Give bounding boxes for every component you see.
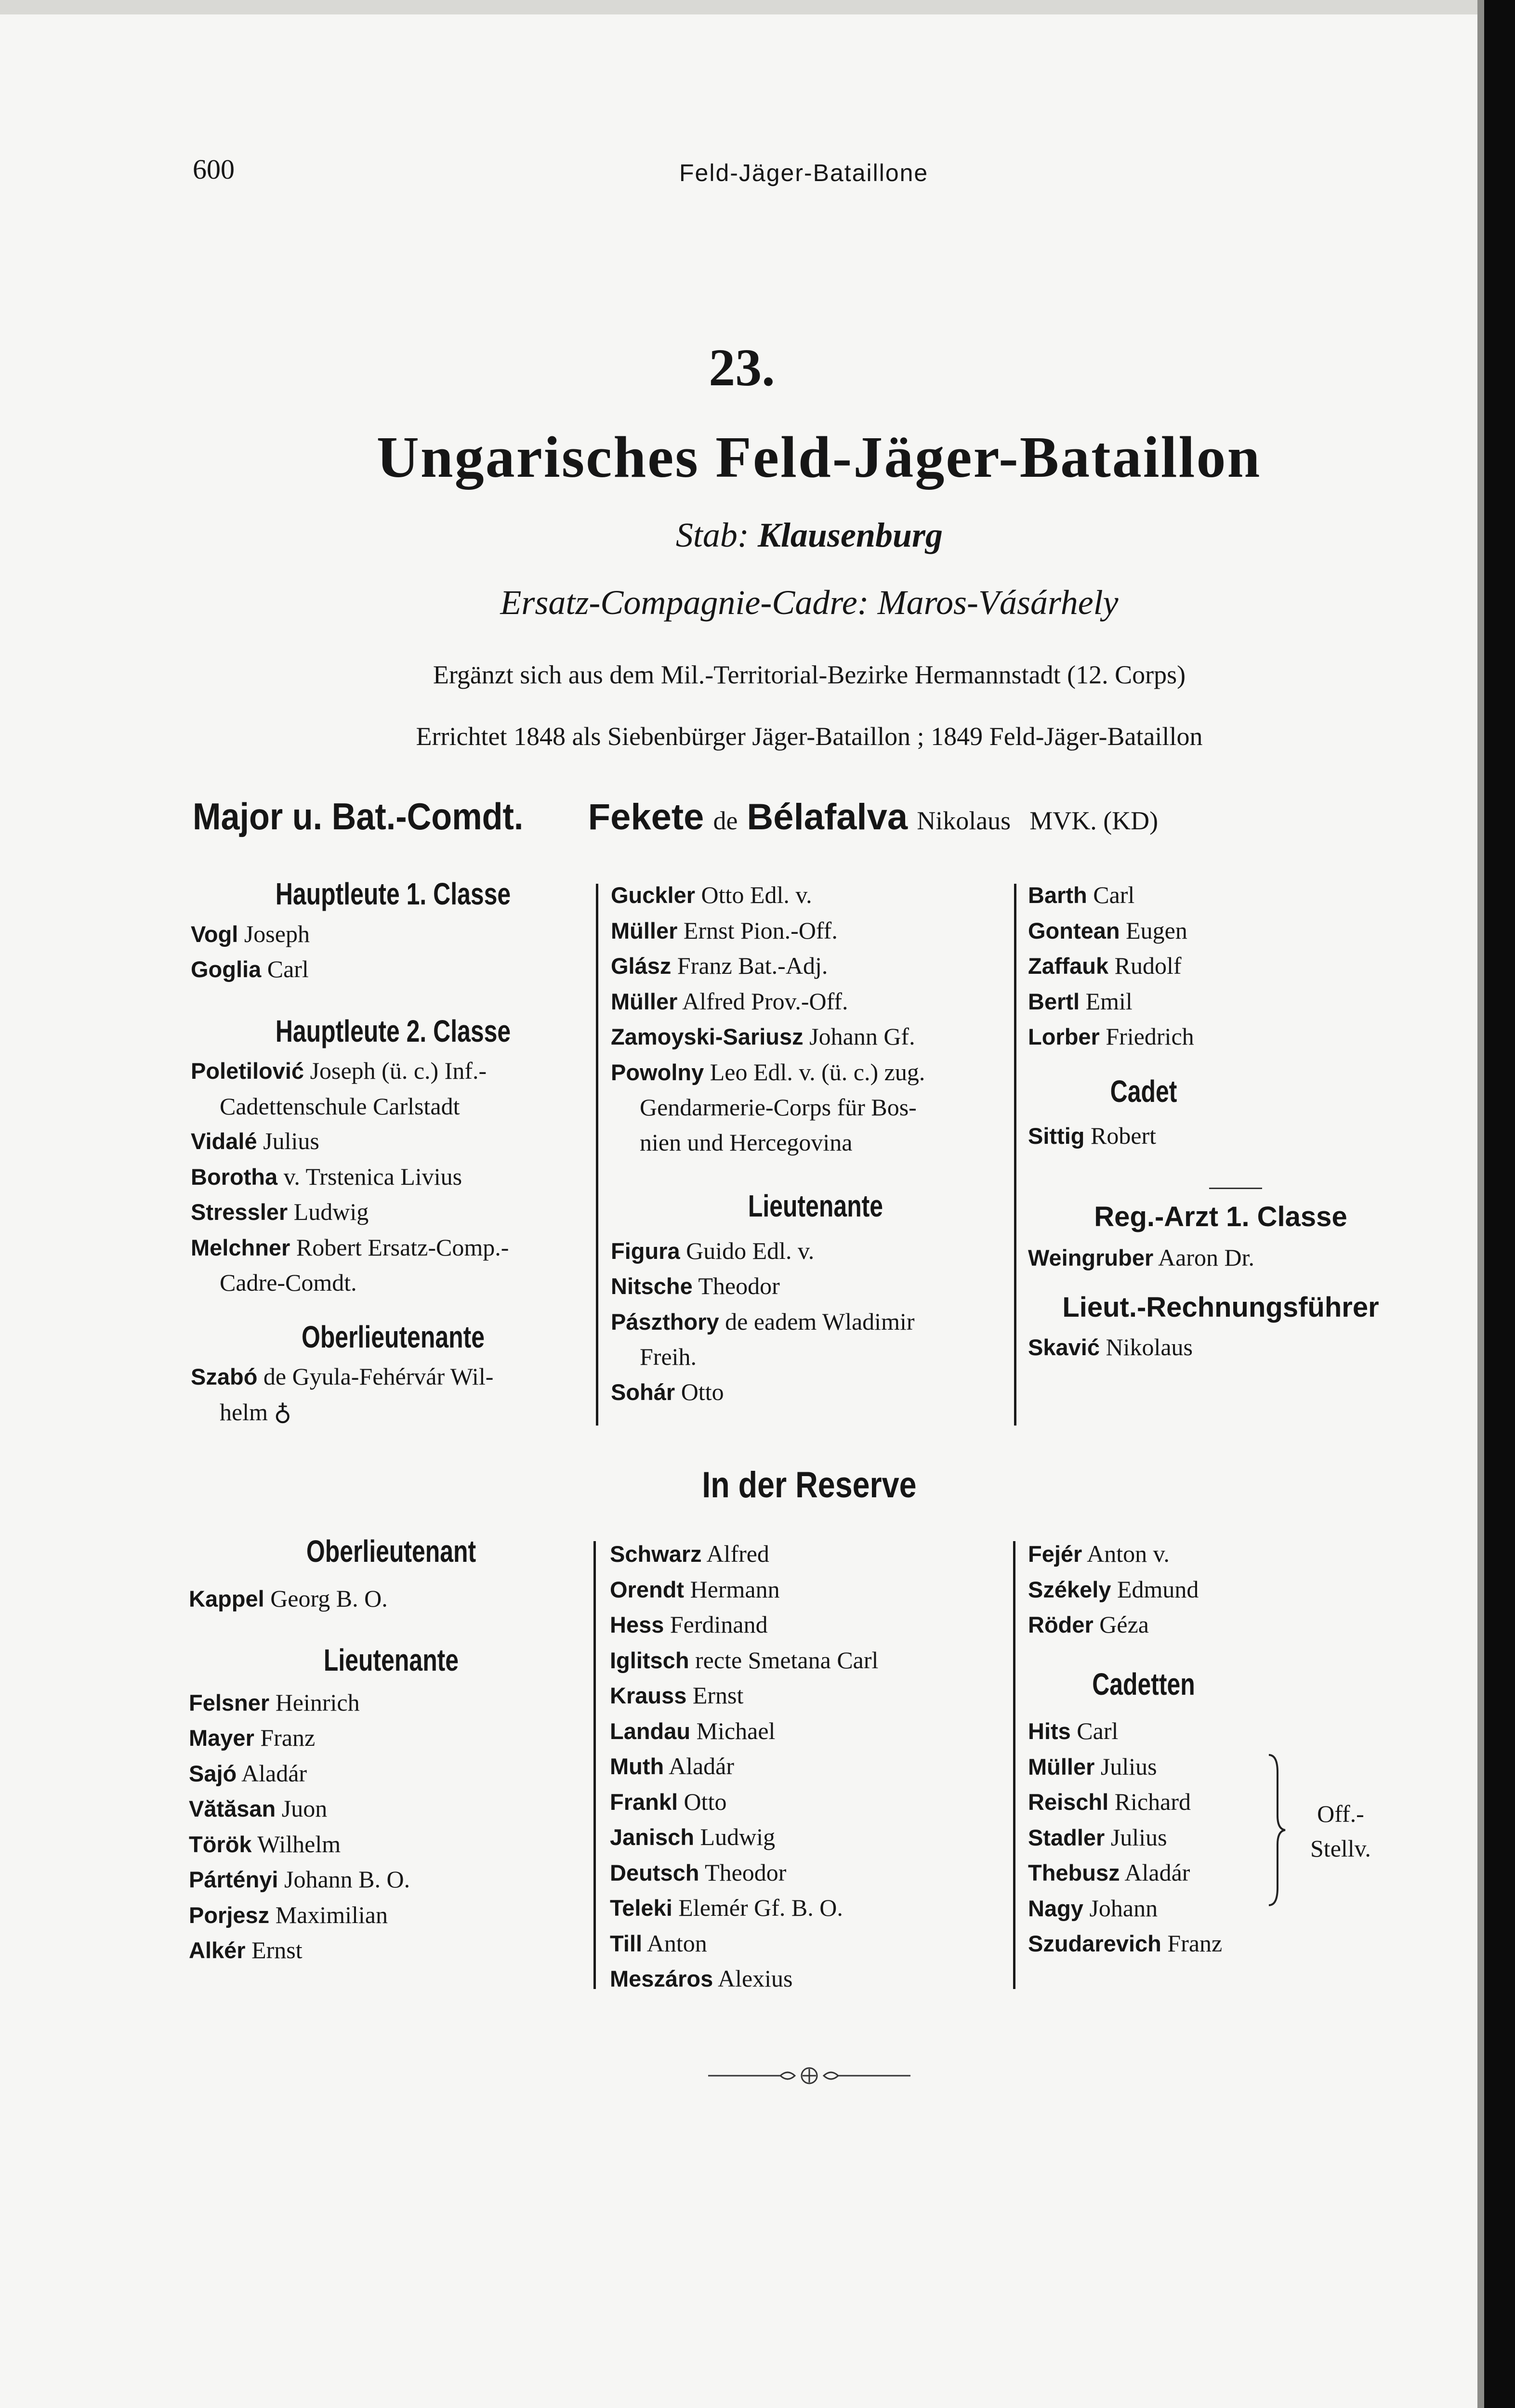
- name-entry: [1028, 1714, 1317, 1749]
- surname: Nagy: [1028, 1895, 1083, 1921]
- reserve-col-2: [610, 1536, 1019, 1997]
- surname: Teleki: [610, 1895, 672, 1921]
- name-entry: [1028, 877, 1413, 913]
- surname: Hits: [1028, 1718, 1071, 1744]
- name-rest: Aladár: [1124, 1859, 1190, 1886]
- name-rest: Nikolaus: [1106, 1334, 1193, 1361]
- name-entry: [610, 1855, 1019, 1891]
- surname: Meszáros: [610, 1966, 713, 1991]
- name-entry: [1028, 1572, 1317, 1608]
- surname: Sohár: [611, 1379, 675, 1405]
- name-entry: [611, 1125, 1020, 1160]
- heading-reserve-lieutenante: Lieutenante: [323, 1643, 459, 1677]
- surname: Nitsche: [611, 1273, 693, 1299]
- name-entry: [611, 984, 1020, 1020]
- name-entry: [611, 1374, 1020, 1410]
- surname: Muth: [610, 1754, 664, 1779]
- surname: Skavić: [1028, 1335, 1100, 1360]
- name-entry: [1028, 1330, 1413, 1365]
- name-entry: [610, 1784, 1019, 1820]
- running-title: Feld-Jäger-Bataillone: [679, 159, 929, 186]
- heading-reg-arzt: Reg.-Arzt 1. Classe: [1094, 1201, 1347, 1232]
- name-rest: Cadre-Comdt.: [220, 1269, 357, 1296]
- name-rest: Hermann: [690, 1575, 780, 1603]
- surname: Krauss: [610, 1683, 687, 1708]
- name-rest: Cadettenschule Carlstadt: [220, 1092, 460, 1120]
- page-top-edge: [0, 0, 1515, 14]
- name-entry: [191, 1124, 595, 1159]
- name-entry: [189, 1581, 593, 1617]
- name-entry: [191, 952, 595, 987]
- column-rule: [596, 884, 598, 1426]
- name-rest: Julius: [263, 1127, 319, 1154]
- ersatz-line: Ersatz-Compagnie-Cadre: Maros-Vásárhely: [500, 583, 1119, 622]
- name-entry: [610, 1926, 1019, 1962]
- surname: Iglitsch: [610, 1647, 689, 1673]
- name-entry: [611, 1233, 1020, 1269]
- name-rest: Alfred: [706, 1540, 769, 1567]
- surname: Barth: [1028, 882, 1087, 908]
- name-entry: [611, 1019, 1020, 1055]
- name-entry: [191, 1359, 595, 1395]
- scan-border: [1484, 0, 1515, 2408]
- name-rest: Georg B. O.: [270, 1584, 388, 1612]
- active-col-2: [611, 877, 1020, 1410]
- name-rest: Ludwig: [700, 1823, 776, 1850]
- offiziers-stellvertreter-note: [1310, 1796, 1371, 1866]
- surname: Stadler: [1028, 1824, 1105, 1850]
- name-rest: Heinrich: [275, 1688, 360, 1716]
- name-rest: Johann B. O.: [284, 1866, 410, 1893]
- name-rest: Aladár: [668, 1753, 735, 1780]
- surname: Borotha: [191, 1164, 278, 1190]
- name-entry: [189, 1898, 593, 1933]
- name-rest: Gendarmerie-Corps für Bos-: [640, 1094, 917, 1121]
- section-title: Ungarisches Feld-Jäger-Bataillon: [376, 425, 1262, 490]
- commander-surname: Fekete: [588, 797, 704, 838]
- name-rest: Leo Edl. v. (ü. c.) zug.: [710, 1058, 925, 1086]
- name-entry: [191, 916, 595, 952]
- surname: Röder: [1028, 1612, 1093, 1637]
- surname: Vătăsan: [189, 1796, 276, 1821]
- name-rest: Ferdinand: [670, 1611, 768, 1638]
- heading-oberlieutenante: Oberlieutenante: [301, 1319, 485, 1354]
- heading-cadetten: Cadetten: [1092, 1666, 1195, 1701]
- name-entry: [189, 1685, 593, 1721]
- name-rest: Elemér Gf. B. O.: [678, 1894, 843, 1921]
- active-col-3: [1028, 877, 1413, 1365]
- name-entry: [610, 1678, 1019, 1714]
- name-rest: Julius: [1110, 1823, 1167, 1851]
- reserve-heading-text: In der Reserve: [702, 1465, 917, 1505]
- name-rest: Otto: [681, 1378, 724, 1405]
- name-entry: [191, 1159, 595, 1195]
- name-rest: Michael: [696, 1717, 776, 1744]
- heading-hauptleute-1: Hauptleute 1. Classe: [275, 877, 511, 911]
- name-rest: Carl: [1093, 881, 1135, 908]
- stellv-note-text: Off.- Stellv.: [1310, 1800, 1371, 1862]
- name-entry: [191, 1194, 595, 1230]
- name-entry: [610, 1819, 1019, 1855]
- commander-decorations: MVK. (KD): [1029, 806, 1159, 835]
- surname: Poletilović: [191, 1058, 304, 1084]
- page-number: 600: [193, 154, 235, 185]
- name-rest: Edmund: [1117, 1575, 1199, 1603]
- name-rest: v. Trstenica Livius: [283, 1163, 462, 1190]
- name-entry: [189, 1791, 593, 1827]
- column-rule: [593, 1541, 596, 1989]
- short-rule: [1209, 1188, 1262, 1189]
- name-rest: Aaron Dr.: [1158, 1244, 1254, 1271]
- name-entry: [1028, 1240, 1413, 1276]
- commander-line: [193, 795, 1158, 838]
- name-entry: [1028, 1536, 1317, 1572]
- surname: Goglia: [191, 956, 262, 982]
- name-rest: Otto: [684, 1788, 727, 1815]
- surname: Gontean: [1028, 917, 1120, 943]
- surname: Melchner: [191, 1234, 290, 1260]
- name-entry: [1028, 1019, 1413, 1055]
- stab-label: Stab:: [675, 516, 749, 554]
- name-rest: Carl: [267, 955, 309, 982]
- surname: Szudarevich: [1028, 1931, 1161, 1956]
- name-entry: [610, 1643, 1019, 1678]
- name-entry: [191, 1053, 595, 1089]
- surname: Glász: [611, 953, 672, 979]
- name-rest: Franz Bat.-Adj.: [677, 952, 828, 979]
- reserve-col-1: [189, 1534, 593, 1968]
- heading-lieutenante: Lieutenante: [748, 1189, 883, 1223]
- name-entry: [610, 1890, 1019, 1926]
- name-entry: [191, 1265, 595, 1300]
- surname: Müller: [1028, 1754, 1095, 1780]
- name-rest: Otto Edl. v.: [701, 881, 812, 908]
- name-rest: Theodor: [698, 1272, 780, 1299]
- commander-rank: Major u. Bat.-Comdt.: [193, 795, 524, 838]
- name-rest: Anton v.: [1087, 1540, 1170, 1567]
- name-entry: [611, 877, 1020, 913]
- reserve-heading: [0, 1464, 1515, 1506]
- name-entry: [611, 1339, 1020, 1374]
- name-entry: [610, 1536, 1019, 1572]
- surname: Weingruber: [1028, 1245, 1154, 1270]
- stab-line: [0, 515, 1515, 555]
- name-entry: [191, 1395, 595, 1430]
- name-rest: Juon: [281, 1795, 328, 1822]
- surname: Bertl: [1028, 988, 1080, 1014]
- heading-cadet: Cadet: [1110, 1073, 1177, 1109]
- name-rest: Joseph: [244, 920, 310, 947]
- surname: Müller: [611, 988, 678, 1014]
- name-entry: [610, 1749, 1019, 1784]
- name-entry: [611, 1304, 1020, 1340]
- active-col-1: [191, 877, 595, 1429]
- surname: Reischl: [1028, 1789, 1109, 1815]
- name-rest: Guido Edl. v.: [686, 1237, 815, 1264]
- name-rest: Maximilian: [275, 1901, 388, 1928]
- commander-given: Nikolaus: [917, 806, 1011, 835]
- surname: Frankl: [610, 1789, 678, 1815]
- name-rest: Franz: [260, 1724, 316, 1751]
- ornament-icon: [708, 2066, 910, 2085]
- surname: Till: [610, 1930, 643, 1956]
- name-rest: Robert Ersatz-Comp.-: [296, 1233, 509, 1261]
- surname: Sajó: [189, 1760, 237, 1786]
- name-rest: de Gyula-Fehérvár Wil-: [263, 1363, 494, 1390]
- name-entry: [611, 1269, 1020, 1304]
- surname: Stressler: [191, 1199, 288, 1225]
- name-rest: de eadem Wladimir: [725, 1308, 915, 1335]
- column-rule: [1014, 884, 1016, 1426]
- name-rest: Joseph (ü. c.) Inf.-: [310, 1057, 487, 1084]
- name-rest: Richard: [1114, 1788, 1191, 1815]
- name-entry: [611, 913, 1020, 949]
- surname: Zaffauk: [1028, 953, 1109, 979]
- name-entry: [189, 1827, 593, 1862]
- name-rest: Ernst Pion.-Off.: [683, 916, 838, 944]
- surname: Powolny: [611, 1059, 704, 1085]
- surname: Sittig: [1028, 1123, 1085, 1149]
- name-rest: Robert: [1090, 1122, 1157, 1149]
- surname: Orendt: [610, 1576, 685, 1602]
- name-rest: Rudolf: [1114, 952, 1182, 979]
- surname: Hess: [610, 1612, 664, 1637]
- surname: Török: [189, 1831, 252, 1857]
- stab-place: Klausenburg: [757, 516, 943, 554]
- name-entry: [189, 1862, 593, 1898]
- surname: Müller: [611, 917, 678, 943]
- name-rest: Theodor: [705, 1858, 787, 1886]
- surname: Felsner: [189, 1689, 270, 1715]
- name-entry: [1028, 1607, 1317, 1643]
- name-entry: [1028, 984, 1413, 1020]
- name-rest: Johann Gf.: [809, 1023, 915, 1050]
- surname: Fejér: [1028, 1541, 1082, 1567]
- surname: Lorber: [1028, 1024, 1100, 1049]
- name-entry: [611, 1090, 1020, 1125]
- name-entry: [610, 1572, 1019, 1608]
- surname: Székely: [1028, 1576, 1111, 1602]
- name-rest: Franz: [1167, 1930, 1223, 1957]
- name-rest: Anton: [646, 1929, 707, 1957]
- name-entry: [191, 1230, 595, 1266]
- surname: Schwarz: [610, 1541, 702, 1567]
- brace-icon: [1267, 1753, 1286, 1907]
- commander-place: Bélafalva: [747, 797, 908, 838]
- name-entry: [189, 1720, 593, 1756]
- surname: Mayer: [189, 1725, 254, 1751]
- name-entry: [189, 1933, 593, 1968]
- heading-hauptleute-2: Hauptleute 2. Classe: [275, 1013, 511, 1048]
- name-rest: Ernst: [251, 1937, 303, 1963]
- surname: Zamoyski-Sariusz: [611, 1024, 804, 1049]
- name-rest: Aladár: [241, 1759, 307, 1787]
- surname: Thebusz: [1028, 1860, 1120, 1885]
- name-rest: Ernst: [692, 1682, 744, 1709]
- name-rest: Emil: [1085, 987, 1133, 1015]
- name-rest: Eugen: [1126, 916, 1187, 944]
- name-rest: Alfred Prov.-Off.: [682, 987, 848, 1015]
- surname: Szabó: [191, 1364, 258, 1389]
- surname: Janisch: [610, 1824, 695, 1850]
- surname: Alkér: [189, 1937, 246, 1963]
- surname: Vogl: [191, 921, 238, 947]
- name-entry: [611, 948, 1020, 984]
- name-rest: recte Smetana Carl: [695, 1646, 879, 1674]
- name-entry: [610, 1607, 1019, 1643]
- name-entry: [1028, 948, 1413, 984]
- name-rest: Freih.: [640, 1343, 697, 1370]
- name-entry: [610, 1714, 1019, 1749]
- errichtet-line: Errichtet 1848 als Siebenbürger Jäger-Bataillon ; 1849 Feld-Jäger-Bataillon: [416, 722, 1203, 751]
- name-rest: Géza: [1099, 1611, 1149, 1638]
- surname: Pászthory: [611, 1309, 719, 1335]
- name-rest: Alexius: [717, 1965, 793, 1992]
- name-rest: Wilhelm: [257, 1830, 341, 1858]
- name-entry: [1028, 913, 1413, 949]
- name-rest: Friedrich: [1106, 1023, 1194, 1050]
- name-entry: [191, 1089, 595, 1124]
- name-rest: helm ♁: [220, 1398, 292, 1426]
- name-entry: [611, 1055, 1020, 1090]
- name-rest: Ludwig: [293, 1198, 369, 1225]
- column-rule: [1013, 1541, 1015, 1989]
- name-entry: [189, 1756, 593, 1792]
- heading-oberlieutenant: Oberlieutenant: [306, 1534, 476, 1569]
- surname: Figura: [611, 1238, 680, 1264]
- name-rest: Carl: [1077, 1717, 1119, 1744]
- section-number: 23.: [709, 338, 775, 397]
- surname: Landau: [610, 1718, 691, 1744]
- name-entry: [1028, 1926, 1317, 1962]
- surname: Porjesz: [189, 1902, 270, 1928]
- surname: Pártényi: [189, 1867, 278, 1892]
- surname: Vidalé: [191, 1128, 257, 1154]
- name-entry: [610, 1961, 1019, 1997]
- surname: Deutsch: [610, 1859, 699, 1885]
- heading-rechnungsfuehrer: Lieut.-Rechnungsführer: [1062, 1291, 1379, 1323]
- name-rest: Julius: [1100, 1753, 1157, 1780]
- commander-particle: de: [713, 806, 738, 835]
- name-entry: [1028, 1118, 1413, 1154]
- surname: Guckler: [611, 882, 696, 908]
- name-rest: Johann: [1089, 1894, 1158, 1922]
- name-rest: nien und Hercegovina: [640, 1128, 853, 1156]
- ergaenzt-line: Ergänzt sich aus dem Mil.-Territorial-Bezirke Hermannstadt (12. Corps): [433, 660, 1186, 689]
- surname: Kappel: [189, 1585, 264, 1611]
